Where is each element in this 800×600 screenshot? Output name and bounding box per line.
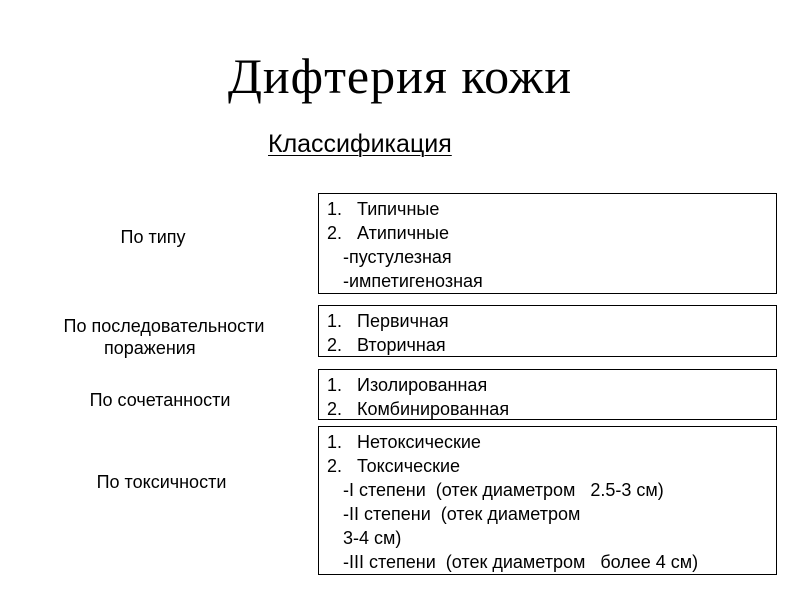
sub-item: 3-4 см) (343, 528, 402, 548)
slide-title: Дифтерия кожи (227, 48, 573, 104)
list-item: 2. Комбинированная (327, 399, 510, 419)
row-label-type: По типу (120, 227, 186, 247)
row-label-line: По последовательности (63, 316, 265, 336)
classification-box-type (318, 193, 777, 294)
sub-item: -импетигенозная (343, 271, 483, 291)
row-label-toxicity: По токсичности (96, 472, 227, 492)
row-label-sequence (44, 315, 284, 359)
list-item: 2. Вторичная (327, 335, 446, 355)
slide-subtitle: Классификация (268, 130, 452, 158)
classification-box-toxicity (318, 426, 777, 575)
sub-item: -II степени (отек диаметром (343, 504, 581, 524)
sub-item: -пустулезная (343, 247, 452, 267)
list-item: 2. Атипичные (327, 223, 449, 243)
row-label-line: поражения (104, 338, 196, 358)
classification-box-sequence (318, 305, 777, 357)
list-item: 1. Первичная (327, 311, 449, 331)
sub-item: -I степени (отек диаметром 2.5-3 см) (343, 480, 664, 500)
sub-item: -III степени (отек диаметром более 4 см) (343, 552, 699, 572)
classification-box-combination (318, 369, 777, 420)
list-item: 1. Нетоксические (327, 432, 481, 452)
row-label-combination: По сочетанности (89, 390, 231, 410)
list-item: 1. Типичные (327, 199, 440, 219)
list-item: 1. Изолированная (327, 375, 488, 395)
list-item: 2. Токсические (327, 456, 461, 476)
